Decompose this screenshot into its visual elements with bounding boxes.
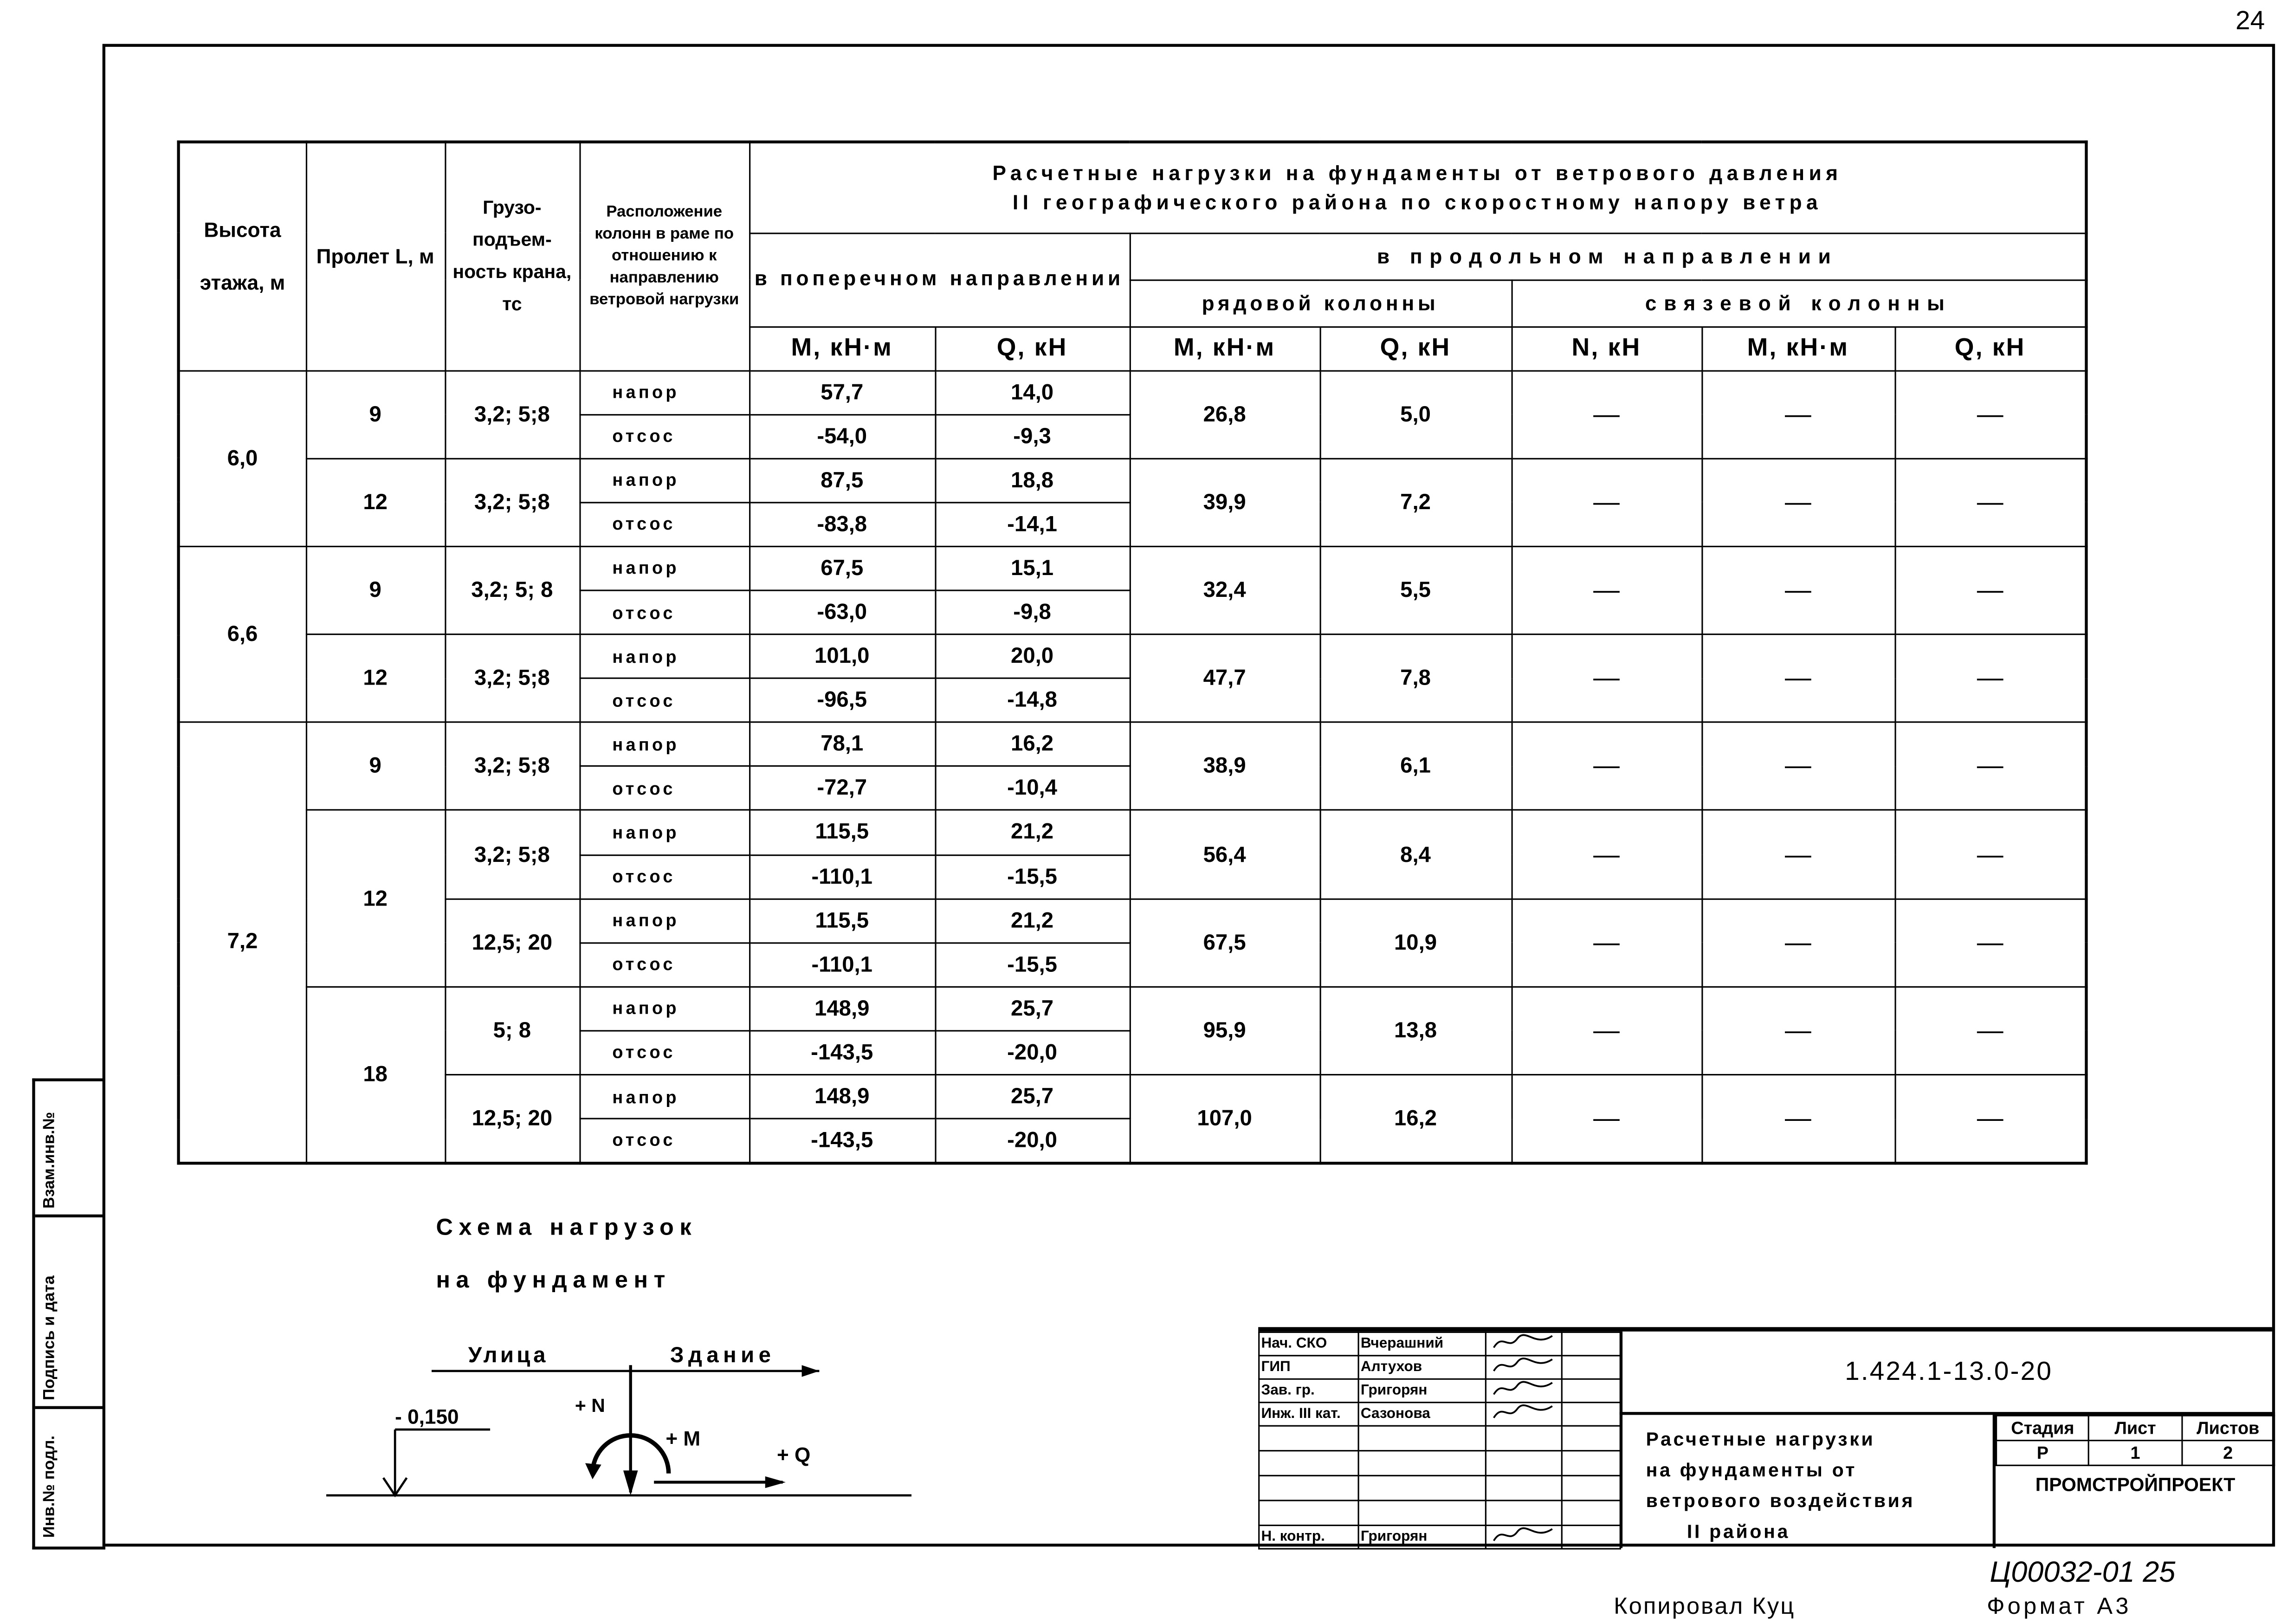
brace-column-q-cell: — xyxy=(1894,810,2086,899)
name-cell: Сазонова xyxy=(1358,1403,1486,1426)
load-direction-cell: отсос xyxy=(579,1031,749,1075)
load-direction-cell: отсос xyxy=(579,1119,749,1163)
signature-cell xyxy=(1486,1332,1562,1355)
transverse-m-cell: 101,0 xyxy=(749,634,935,679)
description-line: Расчетные нагрузки xyxy=(1646,1428,1875,1450)
floor-height-cell: 7,2 xyxy=(179,723,306,1163)
signature-cell xyxy=(1486,1403,1562,1426)
row-column-m-cell: 47,7 xyxy=(1130,634,1320,723)
table-row xyxy=(179,458,2087,502)
row-column-m-cell: 107,0 xyxy=(1130,1075,1320,1163)
header-row-column: рядовой колонны xyxy=(1130,279,1512,326)
scheme-title-line2: на фундамент xyxy=(436,1268,671,1294)
transverse-m-cell: -110,1 xyxy=(749,943,935,987)
role-cell: ГИП xyxy=(1259,1356,1358,1379)
row-column-m-cell: 56,4 xyxy=(1130,810,1320,899)
stage-block xyxy=(1993,1415,2275,1548)
load-scheme-diagram xyxy=(315,1324,929,1507)
load-direction-cell: отсос xyxy=(579,943,749,987)
q-arrow-icon xyxy=(765,1476,786,1488)
transverse-q-cell: 20,0 xyxy=(935,634,1129,679)
row-column-q-cell: 7,2 xyxy=(1320,458,1512,546)
row-column-q-cell: 10,9 xyxy=(1320,899,1512,987)
signatures-table xyxy=(1258,1332,1621,1550)
load-direction-cell: напор xyxy=(579,546,749,590)
signature-cell xyxy=(1486,1356,1562,1379)
span-cell: 12 xyxy=(306,458,445,546)
signature-row xyxy=(1259,1356,1621,1379)
building-label: Здание xyxy=(670,1342,775,1367)
archive-number: Ц00032-01 25 xyxy=(1990,1557,2176,1589)
brace-column-n-cell: — xyxy=(1512,634,1702,723)
load-direction-cell: напор xyxy=(579,899,749,943)
table-row xyxy=(179,370,2087,414)
transverse-q-cell: -9,3 xyxy=(935,414,1129,458)
brace-column-q-cell: — xyxy=(1894,458,2086,546)
role-cell xyxy=(1259,1475,1358,1501)
role-cell: Нач. СКО xyxy=(1259,1332,1358,1355)
transverse-m-cell: -54,0 xyxy=(749,414,935,458)
side-cell-inventory xyxy=(35,1409,105,1544)
transverse-m-cell: 57,7 xyxy=(749,370,935,414)
signature-cell xyxy=(1486,1379,1562,1402)
date-cell xyxy=(1562,1426,1620,1451)
crane-capacity-cell: 3,2; 5;8 xyxy=(445,810,579,899)
transverse-m-cell: 115,5 xyxy=(749,810,935,854)
transverse-m-cell: -143,5 xyxy=(749,1119,935,1163)
signature-row xyxy=(1259,1426,1621,1451)
header-title xyxy=(749,142,2086,233)
row-column-q-cell: 13,8 xyxy=(1320,987,1512,1075)
name-cell: Вчерашний xyxy=(1358,1332,1486,1355)
brace-column-q-cell: — xyxy=(1894,546,2086,634)
crane-capacity-cell: 5; 8 xyxy=(445,987,579,1075)
load-direction-cell: напор xyxy=(579,634,749,679)
header-longitudinal: в продольном направлении xyxy=(1130,233,2087,279)
wind-loads-table xyxy=(177,141,2087,1165)
date-cell xyxy=(1562,1403,1620,1426)
row-column-q-cell: 16,2 xyxy=(1320,1075,1512,1163)
signature-row xyxy=(1259,1332,1621,1355)
header-height: Высота этажа, м xyxy=(179,142,306,370)
load-direction-cell: отсос xyxy=(579,854,749,899)
sheets-label: Листов xyxy=(2182,1416,2275,1441)
brace-column-m-cell: — xyxy=(1701,723,1894,811)
transverse-q-cell: -9,8 xyxy=(935,590,1129,634)
n-label: + N xyxy=(575,1395,605,1417)
row-column-m-cell: 32,4 xyxy=(1130,546,1320,634)
header-brace-column: связевой колонны xyxy=(1512,279,2087,326)
name-cell: Алтухов xyxy=(1358,1356,1486,1379)
q-label: + Q xyxy=(776,1443,811,1467)
transverse-q-cell: -15,5 xyxy=(935,854,1129,899)
side-cell-signature xyxy=(35,1217,105,1409)
header-m-transverse: M, кН·м xyxy=(749,326,935,370)
transverse-m-cell: -63,0 xyxy=(749,590,935,634)
name-cell xyxy=(1358,1451,1486,1476)
direction-arrow-icon xyxy=(802,1365,820,1377)
signature-row xyxy=(1259,1451,1621,1476)
signature-cell xyxy=(1486,1501,1562,1526)
span-cell: 9 xyxy=(306,546,445,634)
signature-row xyxy=(1259,1525,1621,1548)
date-cell xyxy=(1562,1332,1620,1355)
span-cell: 9 xyxy=(306,370,445,459)
page-number: 24 xyxy=(2236,6,2265,35)
transverse-q-cell: -20,0 xyxy=(935,1031,1129,1075)
transverse-q-cell: 18,8 xyxy=(935,458,1129,502)
date-cell xyxy=(1562,1356,1620,1379)
header-q-brace: Q, кН xyxy=(1894,326,2086,370)
header-m-row: M, кН·м xyxy=(1130,326,1320,370)
header-q-row: Q, кН xyxy=(1320,326,1512,370)
signature-icon xyxy=(1488,1333,1558,1351)
header-n-brace: N, кН xyxy=(1512,326,1702,370)
transverse-m-cell: 148,9 xyxy=(749,987,935,1031)
brace-column-m-cell: — xyxy=(1701,987,1894,1075)
sheet-value: 1 xyxy=(2089,1441,2182,1466)
header-crane: Грузо-подъем-ность крана, тс xyxy=(445,142,579,370)
title-block xyxy=(1258,1327,2272,1548)
brace-column-m-cell: — xyxy=(1701,458,1894,546)
brace-column-q-cell: — xyxy=(1894,370,2086,459)
row-column-m-cell: 39,9 xyxy=(1130,458,1320,546)
header-q-transverse: Q, кН xyxy=(935,326,1129,370)
signature-icon xyxy=(1488,1380,1558,1398)
name-cell: Григорян xyxy=(1358,1379,1486,1402)
load-direction-cell: напор xyxy=(579,1075,749,1119)
load-direction-cell: отсос xyxy=(579,502,749,546)
description-line: II района xyxy=(1687,1520,1790,1542)
header-title-line1: Расчетные нагрузки на фундаменты от ветрового давления xyxy=(992,161,1842,185)
transverse-m-cell: -96,5 xyxy=(749,679,935,723)
level-label: - 0,150 xyxy=(395,1405,459,1429)
transverse-q-cell: 21,2 xyxy=(935,899,1129,943)
transverse-m-cell: 87,5 xyxy=(749,458,935,502)
transverse-m-cell: -72,7 xyxy=(749,766,935,810)
crane-capacity-cell: 3,2; 5; 8 xyxy=(445,546,579,634)
table-row xyxy=(179,1075,2087,1119)
transverse-m-cell: 67,5 xyxy=(749,546,935,590)
span-cell: 12 xyxy=(306,634,445,723)
brace-column-n-cell: — xyxy=(1512,546,1702,634)
table-row xyxy=(179,723,2087,767)
floor-height-cell: 6,0 xyxy=(179,370,306,546)
stage-table xyxy=(1996,1415,2275,1466)
signature-icon xyxy=(1488,1356,1558,1374)
sheet-label: Лист xyxy=(2089,1416,2182,1441)
load-direction-cell: напор xyxy=(579,370,749,414)
header-title-line2: II географического района по скоростному напору ветра xyxy=(1012,190,1822,214)
side-cell-replacement xyxy=(35,1081,105,1217)
brace-column-n-cell: — xyxy=(1512,723,1702,811)
signature-cell xyxy=(1486,1451,1562,1476)
header-span: Пролет L, м xyxy=(306,142,445,370)
brace-column-m-cell: — xyxy=(1701,370,1894,459)
m-label: + M xyxy=(666,1427,701,1450)
load-direction-cell: напор xyxy=(579,987,749,1031)
transverse-q-cell: 14,0 xyxy=(935,370,1129,414)
brace-column-n-cell: — xyxy=(1512,810,1702,899)
stage-value: Р xyxy=(1997,1441,2089,1466)
header-transverse: в поперечном направлении xyxy=(749,233,1130,326)
crane-capacity-cell: 12,5; 20 xyxy=(445,899,579,987)
brace-column-n-cell: — xyxy=(1512,1075,1702,1163)
crane-capacity-cell: 12,5; 20 xyxy=(445,1075,579,1163)
brace-column-n-cell: — xyxy=(1512,458,1702,546)
stage-label: Стадия xyxy=(1997,1416,2089,1441)
load-direction-cell: напор xyxy=(579,458,749,502)
signature-cell xyxy=(1486,1475,1562,1501)
brace-column-q-cell: — xyxy=(1894,987,2086,1075)
side-label-signature: Подпись и дата xyxy=(41,1275,59,1400)
brace-column-q-cell: — xyxy=(1894,899,2086,987)
transverse-m-cell: -83,8 xyxy=(749,502,935,546)
name-cell xyxy=(1358,1426,1486,1451)
brace-column-m-cell: — xyxy=(1701,899,1894,987)
description-line: ветрового воздействия xyxy=(1646,1489,1915,1512)
row-column-q-cell: 7,8 xyxy=(1320,634,1512,723)
transverse-m-cell: -143,5 xyxy=(749,1031,935,1075)
description-line: на фундаменты от xyxy=(1646,1459,1857,1481)
role-cell xyxy=(1259,1451,1358,1476)
date-cell xyxy=(1562,1501,1620,1526)
table-row xyxy=(179,634,2087,679)
transverse-q-cell: 25,7 xyxy=(935,1075,1129,1119)
row-column-q-cell: 5,5 xyxy=(1320,546,1512,634)
table-row xyxy=(179,546,2087,590)
brace-column-m-cell: — xyxy=(1701,810,1894,899)
row-column-m-cell: 38,9 xyxy=(1130,723,1320,811)
sheets-value: 2 xyxy=(2182,1441,2275,1466)
row-column-q-cell: 8,4 xyxy=(1320,810,1512,899)
signature-icon xyxy=(1488,1403,1558,1421)
role-cell xyxy=(1259,1501,1358,1526)
copied-by: Копировал Куц xyxy=(1614,1595,1796,1620)
side-stamp xyxy=(32,1078,105,1549)
document-code: 1.424.1-13.0-20 xyxy=(1620,1332,2275,1415)
name-cell xyxy=(1358,1501,1486,1526)
street-label: Улица xyxy=(468,1342,549,1367)
side-label-replacement: Взам.инв.№ xyxy=(41,1112,59,1209)
transverse-q-cell: -15,5 xyxy=(935,943,1129,987)
date-cell xyxy=(1562,1475,1620,1501)
signature-icon xyxy=(1488,1526,1558,1544)
header-m-brace: M, кН·м xyxy=(1701,326,1894,370)
date-cell xyxy=(1562,1379,1620,1402)
row-column-q-cell: 6,1 xyxy=(1320,723,1512,811)
table-row xyxy=(179,810,2087,854)
load-direction-cell: отсос xyxy=(579,766,749,810)
side-label-inventory: Инв.№ подл. xyxy=(41,1435,59,1538)
load-direction-cell: напор xyxy=(579,810,749,854)
table-row xyxy=(179,899,2087,943)
transverse-q-cell: -20,0 xyxy=(935,1119,1129,1163)
span-cell: 18 xyxy=(306,987,445,1163)
role-cell: Зав. гр. xyxy=(1259,1379,1358,1402)
transverse-q-cell: 15,1 xyxy=(935,546,1129,590)
role-cell: Н. контр. xyxy=(1259,1525,1358,1548)
header-position: Расположение колонн в раме по отношению к направлению ветровой нагрузки xyxy=(579,142,749,370)
load-direction-cell: отсос xyxy=(579,590,749,634)
role-cell: Инж. III кат. xyxy=(1259,1403,1358,1426)
transverse-m-cell: 115,5 xyxy=(749,899,935,943)
name-cell: Григорян xyxy=(1358,1525,1486,1548)
brace-column-n-cell: — xyxy=(1512,987,1702,1075)
brace-column-q-cell: — xyxy=(1894,723,2086,811)
signature-row xyxy=(1259,1403,1621,1426)
row-column-m-cell: 95,9 xyxy=(1130,987,1320,1075)
table-body xyxy=(179,370,2087,1163)
transverse-m-cell: 78,1 xyxy=(749,723,935,767)
transverse-q-cell: -14,8 xyxy=(935,679,1129,723)
row-column-m-cell: 67,5 xyxy=(1130,899,1320,987)
organization: ПРОМСТРОЙПРОЕКТ xyxy=(2035,1473,2236,1495)
n-arrow-icon xyxy=(623,1470,638,1495)
moment-arrow-icon xyxy=(585,1463,601,1480)
brace-column-n-cell: — xyxy=(1512,899,1702,987)
brace-column-m-cell: — xyxy=(1701,546,1894,634)
date-cell xyxy=(1562,1525,1620,1548)
crane-capacity-cell: 3,2; 5;8 xyxy=(445,723,579,811)
brace-column-m-cell: — xyxy=(1701,1075,1894,1163)
span-cell: 9 xyxy=(306,723,445,811)
brace-column-q-cell: — xyxy=(1894,1075,2086,1163)
date-cell xyxy=(1562,1451,1620,1476)
transverse-q-cell: 25,7 xyxy=(935,987,1129,1031)
load-direction-cell: отсос xyxy=(579,679,749,723)
signature-row xyxy=(1259,1379,1621,1402)
brace-column-n-cell: — xyxy=(1512,370,1702,459)
transverse-q-cell: -14,1 xyxy=(935,502,1129,546)
transverse-m-cell: 148,9 xyxy=(749,1075,935,1119)
load-direction-cell: напор xyxy=(579,723,749,767)
paper-format: Формат А3 xyxy=(1987,1595,2132,1620)
scheme-title-line1: Схема нагрузок xyxy=(436,1216,698,1241)
document-description xyxy=(1620,1415,1993,1548)
transverse-q-cell: -10,4 xyxy=(935,766,1129,810)
floor-height-cell: 6,6 xyxy=(179,546,306,722)
signature-cell xyxy=(1486,1426,1562,1451)
signature-cell xyxy=(1486,1525,1562,1548)
crane-capacity-cell: 3,2; 5;8 xyxy=(445,458,579,546)
span-cell: 12 xyxy=(306,810,445,986)
row-column-q-cell: 5,0 xyxy=(1320,370,1512,459)
transverse-m-cell: -110,1 xyxy=(749,854,935,899)
signature-row xyxy=(1259,1475,1621,1501)
row-column-m-cell: 26,8 xyxy=(1130,370,1320,459)
name-cell xyxy=(1358,1475,1486,1501)
crane-capacity-cell: 3,2; 5;8 xyxy=(445,370,579,459)
role-cell xyxy=(1259,1426,1358,1451)
brace-column-m-cell: — xyxy=(1701,634,1894,723)
load-direction-cell: отсос xyxy=(579,414,749,458)
crane-capacity-cell: 3,2; 5;8 xyxy=(445,634,579,723)
table-row xyxy=(179,987,2087,1031)
transverse-q-cell: 16,2 xyxy=(935,723,1129,767)
signature-row xyxy=(1259,1501,1621,1526)
brace-column-q-cell: — xyxy=(1894,634,2086,723)
transverse-q-cell: 21,2 xyxy=(935,810,1129,854)
scheme-title xyxy=(436,1203,697,1308)
